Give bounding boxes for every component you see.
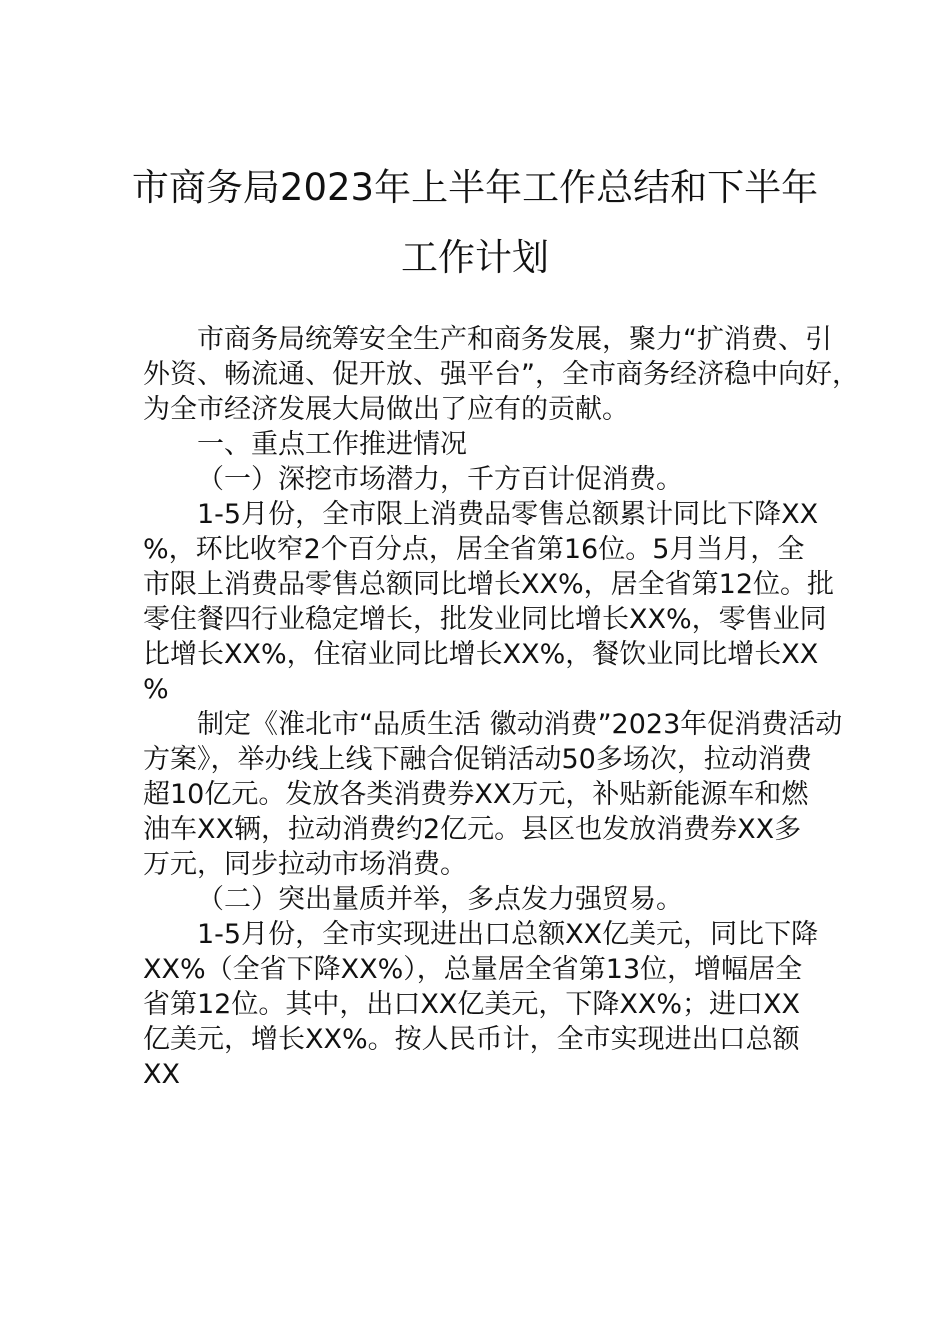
paragraph-line: 油车XX辆，拉动消费约2亿元。县区也发放消费券XX多 (143, 814, 802, 845)
paragraph-line: 市限上消费品零售总额同比增长XX%，居全省第12位。批 (143, 569, 835, 600)
paragraph-line: XX (143, 1059, 180, 1090)
paragraph-line: 市商务局统筹安全生产和商务发展，聚力“扩消费、引 (197, 324, 832, 355)
paragraph-line: 制定《淮北市“品质生活 徽动消费”2023年促消费活动 (197, 709, 843, 740)
paragraph-line: 省第12位。其中，出口XX亿美元，下降XX%；进口XX (143, 989, 800, 1020)
paragraph-line: 万元，同步拉动市场消费。 (143, 849, 467, 880)
document-title-line-1: 市商务局2023年上半年工作总结和下半年 (131, 166, 819, 209)
paragraph-line: 零住餐四行业稳定增长，批发业同比增长XX%，零售业同 (143, 604, 827, 635)
paragraph-line: 为全市经济发展大局做出了应有的贡献。 (143, 394, 629, 425)
subsection-heading: （二）突出量质并举，多点发力强贸易。 (197, 884, 683, 915)
document-title-line-2: 工作计划 (401, 236, 549, 279)
paragraph-line: 方案》，举办线上线下融合促销活动50多场次，拉动消费 (143, 744, 812, 775)
paragraph-line: XX%（全省下降XX%），总量居全省第13位，增幅居全 (143, 954, 803, 985)
document-body (143, 322, 859, 1092)
paragraph-line: % (143, 674, 169, 705)
paragraph-line: 比增长XX%，住宿业同比增长XX%，餐饮业同比增长XX (143, 639, 819, 670)
paragraph-line: 1-5月份，全市限上消费品零售总额累计同比下降XX (197, 499, 819, 530)
paragraph-line: %，环比收窄2个百分点，居全省第16位。5月当月，全 (143, 534, 805, 565)
paragraph-line: 亿美元，增长XX%。按人民币计，全市实现进出口总额 (143, 1024, 800, 1055)
paragraph-line: 1-5月份，全市实现进出口总额XX亿美元，同比下降 (197, 919, 819, 950)
paragraph-line: 外资、畅流通、促开放、强平台”，全市商务经济稳中向好， (143, 359, 859, 390)
subsection-heading: （一）深挖市场潜力，千方百计促消费。 (197, 464, 683, 495)
paragraph-line: 超10亿元。发放各类消费券XX万元，补贴新能源车和燃 (143, 779, 809, 810)
section-heading: 一、重点工作推进情况 (197, 429, 467, 460)
